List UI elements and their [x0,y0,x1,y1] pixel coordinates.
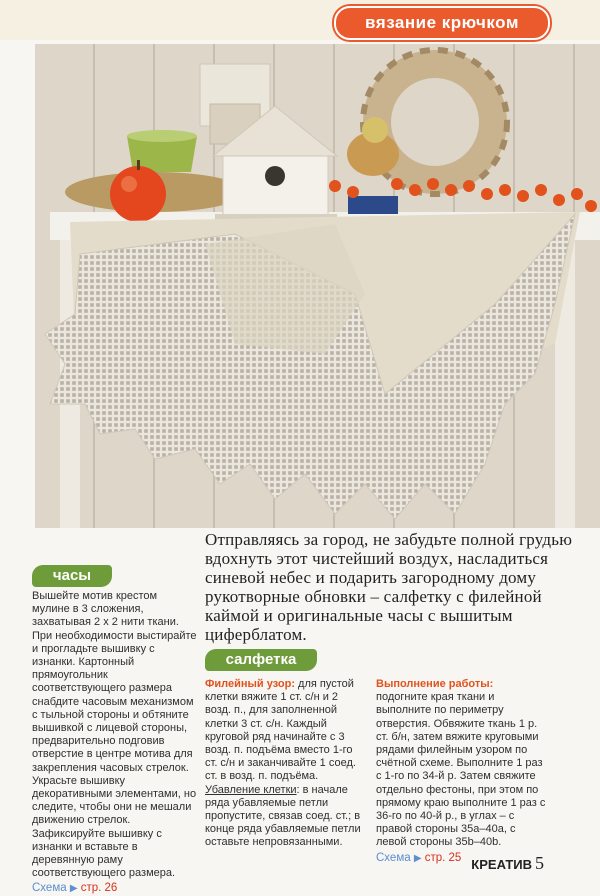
scheme-label: Схема [376,851,411,864]
scheme-page-link[interactable]: стр. 25 [424,851,462,864]
triangle-right-icon: ▶ [69,883,78,895]
pattern-text-2: : в начале ряда убавляемые петли пропустите, связав соед. ст.; в конце ряда убавляемые петли оставьте непровязанными. [205,783,361,849]
footer-brand: КРЕАТИВ [471,857,532,872]
scheme-label: Схема [32,882,67,895]
page-footer [471,853,544,874]
section-label: вязание крючком [334,6,550,40]
napkin-heading-chip: салфетка [205,649,317,671]
photo-illustration [35,44,600,528]
work-instructions [376,678,546,865]
photo-tablecloth-scene [35,44,600,528]
page-number: 5 [535,853,544,873]
intro-paragraph: Отправляясь за город, не забудьте полной грудью вдохнуть этот чистейший воздух, насладиться синевой небес и подарить загородному дому рукотворные обновки – салфетку с филейной каймой и оригинальные часы с вышитым циферблатом. [205,530,573,644]
work-text: подогните края ткани и выполните по периметру отверстия. Обвяжите ткань 1 р. ст. б/н, затем вяжите круговыми рядами филейным узором по счётной схеме. Выполните 1 раз с 1-го по 34-й р. Затем свяжите отдельно фестоны, при этом по прямому краю выполните 1 раз с 36-го по 40-й р., в углах – с правой стороны 35а–40а, с левой стороны 35b–40b. [376,691,546,849]
clock-body-text: Вышейте мотив крестом мулине в 3 сложения, захватывая 2 х 2 нити ткани. При необходимости выстирайте и прогладьте вышивку с изнанки. Картонный прямоугольник соответствующего размера снабдите часовым механизмом с тыльной стороны и обтяните вышивкой с лицевой стороны, предварительно подговив отверстие в центре мотива для закрепления часовых стрелок. Украсьте вышивку декоративными элементами, но следите, чтобы они не мешали движению стрелок. Зафиксируйте вышивку с изнанки и вставьте в деревянную раму соответствующего размера. [32,590,197,880]
clock-instructions [32,590,197,896]
filet-pattern-instructions [205,678,365,850]
scheme-page-link[interactable]: стр. 26 [80,882,118,895]
pattern-lead: Филейный узор: [205,678,295,690]
work-lead: Выполнение работы: [376,678,494,690]
clock-heading-chip: часы [32,565,112,587]
pattern-text-1: для пустой клетки вяжите 1 ст. с/н и 2 возд. п., для заполненной клетки 3 ст. с/н. Каждый круговой ряд начинайте с 3 возд. п. подъёма вместо 1-го ст. с/н и заканчивайте 1 соед. ст. в возд. п. подъёма. [205,678,356,783]
decrease-term: Убавление клетки [205,783,297,796]
triangle-right-icon: ▶ [413,852,422,864]
clock-scheme-reference [32,882,197,895]
